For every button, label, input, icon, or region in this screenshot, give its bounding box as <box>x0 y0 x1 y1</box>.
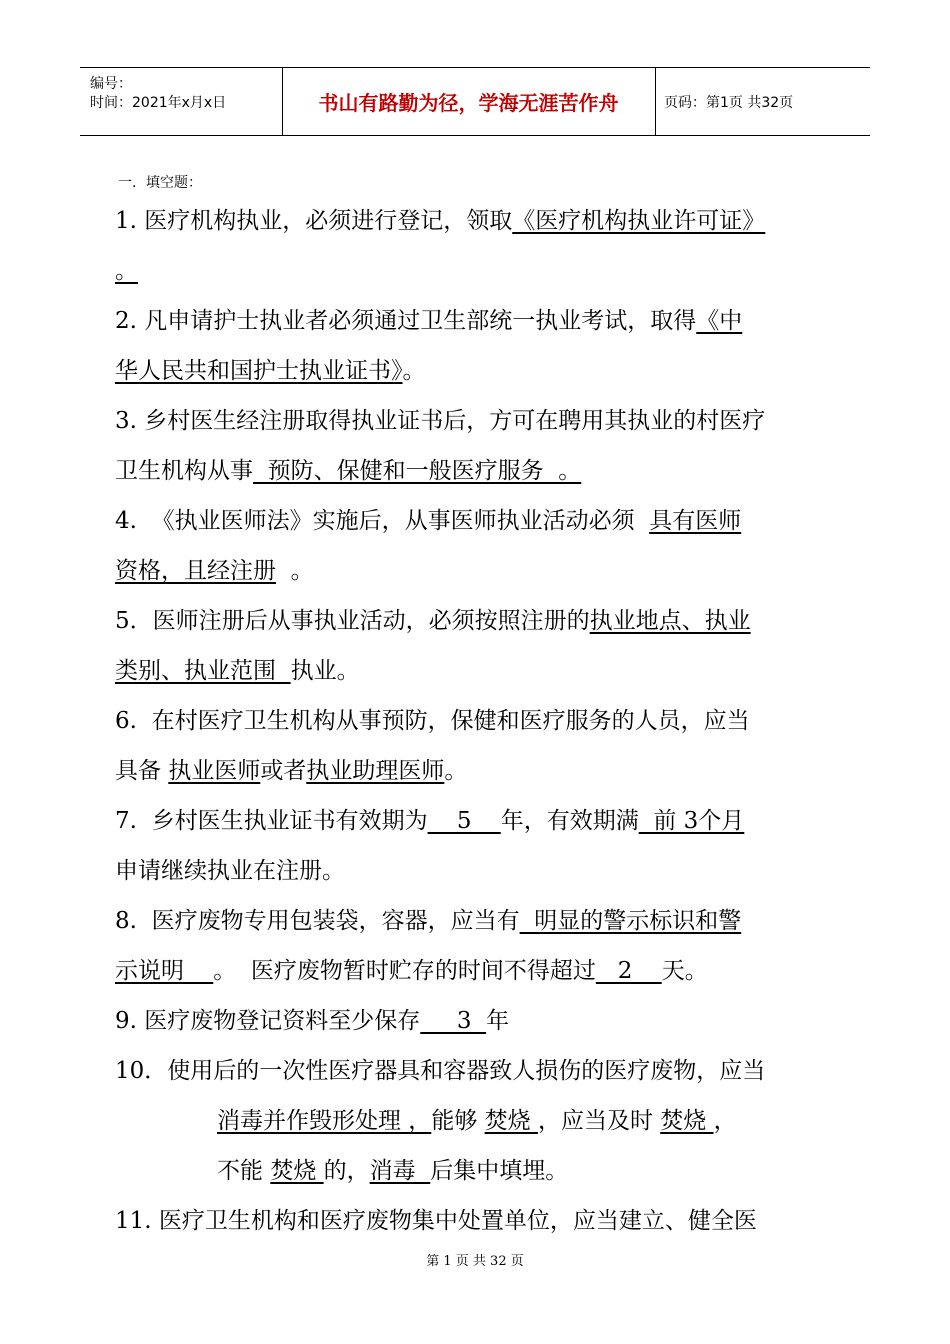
text-line <box>115 505 741 537</box>
text-line <box>115 655 360 687</box>
question-text: 6. 在村医疗卫生机构从事预防，保健和医疗服务的人员，应当 <box>115 708 750 734</box>
answer-blank: 《中 <box>696 308 743 334</box>
question-text: 不能 <box>217 1158 271 1184</box>
answer-blank: 类别、执业范围 <box>115 658 291 684</box>
text-line <box>115 855 345 887</box>
question-text: 能够 <box>431 1108 485 1134</box>
section-title: 一．填空题： <box>118 175 202 191</box>
question-text: 5．医师注册后从事执业活动，必须按照注册的 <box>115 608 590 634</box>
answer-blank: 焚烧 <box>660 1108 714 1134</box>
answer-blank: 示说明 <box>115 958 214 984</box>
answer-blank: 消毒 <box>369 1158 431 1184</box>
text-line <box>115 1205 757 1237</box>
answer-blank: 华人民共和国护士执业证书》 <box>115 358 403 384</box>
answer-blank: 3 <box>420 1008 487 1034</box>
text-line <box>115 405 765 437</box>
text-line <box>115 905 741 937</box>
text-line <box>115 455 581 487</box>
question-text: 。 医疗废物暂时贮存的时间不得超过 <box>213 958 596 984</box>
question-text: 卫生机构从事 <box>115 458 253 484</box>
answer-blank: 焚烧 <box>484 1108 538 1134</box>
question-text: 11. 医疗卫生机构和医疗废物集中处置单位，应当建立、健全医 <box>115 1208 757 1234</box>
question-text: 。 <box>276 558 314 584</box>
answer-blank: 5 <box>427 808 501 834</box>
header-meta-cell <box>80 68 283 135</box>
text-line <box>115 805 744 837</box>
answer-blank: 消毒并作毁形处理 ， <box>217 1108 432 1134</box>
question-text: 4. 《执业医师法》实施后，从事医师执业活动必须 <box>115 508 650 534</box>
text-line <box>115 255 138 287</box>
question-text: 天。 <box>661 958 708 984</box>
answer-blank: 2 <box>595 958 662 984</box>
text-line <box>115 205 765 237</box>
answer-blank: 具有医师 <box>649 508 742 534</box>
header-page-info: 页码：第1页 共32页 <box>664 95 794 111</box>
question-text: 年 <box>486 1008 510 1034</box>
text-line <box>115 705 750 737</box>
text-line <box>115 305 742 337</box>
question-text: 10．使用后的一次性医疗器具和容器致人损伤的医疗废物，应当 <box>115 1058 766 1084</box>
answer-blank: 执业地点、执业 <box>589 608 751 634</box>
question-text: 9. 医疗废物登记资料至少保存 <box>115 1008 421 1034</box>
answer-blank: 明显的警示标识和警 <box>519 908 742 934</box>
answer-blank: 。 <box>115 258 138 284</box>
text-line <box>115 1055 765 1087</box>
question-text: 3. 乡村医生经注册取得执业证书后，方可在聘用其执业的村医疗 <box>115 408 766 434</box>
question-text: 或者 <box>260 758 307 784</box>
question-text: 后集中填埋。 <box>430 1158 569 1184</box>
page-footer: 第 1 页 共 32 页 <box>426 1254 524 1269</box>
text-line <box>217 1105 737 1137</box>
question-text: ，应当及时 <box>537 1108 661 1134</box>
text-line <box>115 1005 509 1037</box>
header-table <box>80 67 870 136</box>
question-text: 。 <box>444 758 468 784</box>
answer-blank: 前 3个月 <box>638 808 745 834</box>
text-line <box>115 355 426 387</box>
text-line <box>115 605 751 637</box>
question-text: 7. 乡村医生执业证书有效期为 <box>115 808 428 834</box>
document-date: 时间：2021年x月x日 <box>90 95 227 111</box>
question-text: 的， <box>323 1158 370 1184</box>
answer-blank: 焚烧 <box>270 1158 324 1184</box>
question-text: 2. 凡申请护士执业者必须通过卫生部统一执业考试，取得 <box>115 308 697 334</box>
question-text: 8. 医疗废物专用包装袋，容器，应当有 <box>115 908 520 934</box>
question-text: ， <box>713 1108 737 1134</box>
document-number-label: 编号： <box>90 76 132 92</box>
question-text: 执业。 <box>290 658 360 684</box>
text-line <box>115 755 467 787</box>
answer-blank: 预防、保健和一般医疗服务 。 <box>253 458 582 484</box>
answer-blank: 执业医师 <box>168 758 261 784</box>
answer-blank: 《医疗机构执业许可证》 <box>512 208 766 234</box>
question-text: 。 <box>402 358 426 384</box>
header-motto: 书山有路勤为径，学海无涯苦作舟 <box>282 68 656 135</box>
text-line <box>115 555 314 587</box>
answer-blank: 执业助理医师 <box>306 758 445 784</box>
answer-blank: 资格，且经注册 <box>115 558 276 584</box>
question-text: 具备 <box>115 758 169 784</box>
question-text: 年，有效期满 <box>500 808 639 834</box>
question-text: 1. 医疗机构执业，必须进行登记，领取 <box>115 208 513 234</box>
text-line <box>115 955 708 987</box>
question-text: 申请继续执业在注册。 <box>115 858 345 884</box>
text-line <box>217 1155 568 1187</box>
